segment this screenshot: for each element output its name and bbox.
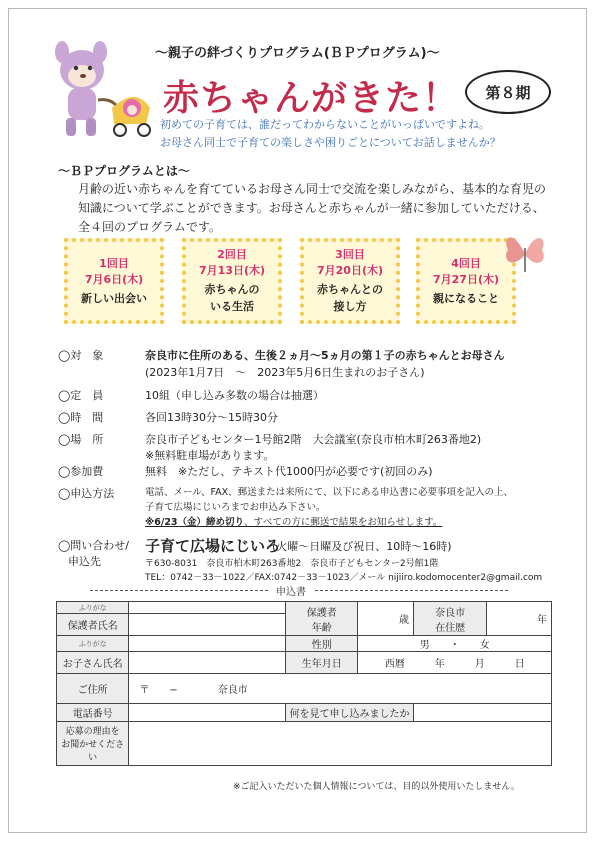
about-line: 全４回のプログラムです。 bbox=[78, 220, 221, 234]
intro-line: 初めての子育ては、誰だってわからないことがいっぱいですよね。 bbox=[160, 118, 490, 131]
apply-line: 電話、メール、FAX、郵送または来所にて、以下にある申込書に必要事項を記入の上、 bbox=[145, 487, 513, 498]
birthdate-label: 生年月日 bbox=[286, 652, 358, 674]
phone-label: 電話番号 bbox=[57, 704, 129, 722]
guardian-furigana-field[interactable] bbox=[129, 602, 286, 614]
gender-field[interactable]: 男 ・ 女 bbox=[358, 636, 552, 652]
session-date: 7月20日(木) bbox=[316, 264, 384, 277]
guardian-name-field[interactable] bbox=[129, 614, 286, 636]
session-badge: 第８期 bbox=[465, 70, 551, 114]
mascot-illustration bbox=[40, 38, 160, 148]
child-name-field[interactable] bbox=[129, 652, 286, 674]
about-body bbox=[78, 180, 568, 237]
time-label: ◯時 間 bbox=[58, 411, 104, 424]
residence-field[interactable]: 年 bbox=[487, 602, 552, 636]
session-topic: 親になること bbox=[433, 291, 499, 305]
program-subtitle: 〜親子の絆づくりプログラム(ＢＰプログラム)〜 bbox=[155, 46, 440, 61]
intro-text bbox=[160, 116, 501, 152]
target-note: (2023年1月7日 〜 2023年5月6日生まれのお子さん) bbox=[145, 366, 425, 379]
address-field[interactable]: 〒 − 奈良市 bbox=[129, 674, 552, 704]
apply-line: 子育て広場にじいろまでお申込み下さい。 bbox=[145, 502, 326, 513]
child-name-label: お子さん氏名 bbox=[57, 652, 129, 674]
guardian-age-label: 保護者 年齢 bbox=[286, 602, 358, 636]
session-number: 4回目 bbox=[451, 256, 481, 270]
target-value: 奈良市に住所のある、生後２ヵ月〜5ヵ月の第１子の赤ちゃんとお母さん bbox=[145, 349, 505, 362]
session-card bbox=[182, 238, 282, 324]
phone-field[interactable] bbox=[129, 704, 286, 722]
reason-label: 応募の理由を お聞かせください bbox=[57, 722, 129, 766]
residence-label: 奈良市 在住歴 bbox=[414, 602, 487, 636]
session-date: 7月27日(木) bbox=[432, 272, 500, 286]
capacity-label: ◯定 員 bbox=[58, 389, 104, 402]
session-card bbox=[64, 238, 164, 324]
contact-label: 申込先 bbox=[68, 555, 101, 568]
gender-label: 性別 bbox=[286, 636, 358, 652]
child-furigana-field[interactable] bbox=[129, 636, 286, 652]
how-heard-field[interactable] bbox=[414, 704, 552, 722]
intro-line: お母さん同士で子育ての楽しさや困りごとについてお話しませんか？ bbox=[160, 136, 501, 149]
session-number: 3回目 bbox=[335, 248, 365, 261]
place-label: ◯場 所 bbox=[58, 433, 104, 446]
about-heading: 〜ＢＰプログラムとは〜 bbox=[58, 164, 190, 178]
address-label: ご住所 bbox=[57, 674, 129, 704]
time-value: 各回13時30分〜15時30分 bbox=[145, 411, 278, 424]
fee-value: 無料 ※ただし、テキスト代1000円が必要です(初回のみ) bbox=[145, 465, 433, 478]
contact-address: 〒630-8031 奈良市柏木町263番地2 奈良市子どもセンター2号館1階 TEL：0742－33－1022／FAX:0742－33－1023／メール nijiiro.kodomocenter2@gmail.com bbox=[145, 559, 543, 583]
target-label: ◯対 象 bbox=[58, 349, 104, 362]
guardian-name-label: 保護者氏名 bbox=[57, 614, 129, 636]
about-line: 知識について学ぶことができます。お母さんと赤ちゃんが一緒に参加していただける、 bbox=[78, 201, 545, 215]
place-value: 奈良市子どもセンター1号館2階 大会議室(奈良市柏木町263番地2) bbox=[145, 433, 482, 446]
reason-field[interactable] bbox=[129, 722, 552, 766]
session-date: 7月13日(木) bbox=[198, 264, 266, 277]
about-line: 月齢の近い赤ちゃんを育てているお母さん同士で交流を楽しみながら、基本的な育児の bbox=[78, 182, 547, 196]
session-number: 2回目 bbox=[217, 248, 247, 261]
furigana-label: ふりがな bbox=[57, 636, 129, 652]
application-form bbox=[56, 601, 552, 766]
apply-deadline: ※6/23（金）締め切り、すべての方に郵送で結果をお知らせします。 bbox=[145, 517, 443, 528]
privacy-footnote: ※ご記入いただいた個人情報については、目的以外使用いたしません。 bbox=[233, 782, 520, 792]
contact-name: 子育て広場にじいろ bbox=[145, 537, 281, 555]
session-card bbox=[300, 238, 400, 324]
contact-label: ◯問い合わせ/ bbox=[58, 539, 130, 552]
session-topic: 赤ちゃんとの 接し方 bbox=[317, 283, 383, 313]
session-topic: 赤ちゃんの いる生活 bbox=[204, 283, 260, 313]
session-card bbox=[416, 238, 516, 324]
session-date: 7月6日(木) bbox=[84, 272, 144, 286]
contact-hours: (火曜〜日曜及び祝日、10時〜16時) bbox=[272, 540, 452, 553]
butterfly-icon bbox=[502, 228, 548, 278]
capacity-value: 10組（申し込み多数の場合は抽選） bbox=[145, 389, 324, 402]
place-note: ※無料駐車場があります。 bbox=[145, 449, 275, 462]
fee-label: ◯参加費 bbox=[58, 465, 104, 478]
birthdate-field[interactable]: 西暦 年 月 日 bbox=[358, 652, 552, 674]
guardian-age-field[interactable]: 歳 bbox=[358, 602, 414, 636]
session-number: 1回目 bbox=[99, 256, 129, 270]
form-title: 申込書 bbox=[268, 583, 314, 598]
apply-label: ◯申込方法 bbox=[58, 487, 115, 500]
furigana-label: ふりがな bbox=[57, 602, 129, 614]
session-topic: 新しい出会い bbox=[81, 291, 147, 305]
page-title: 赤ちゃんがきた！ bbox=[163, 78, 460, 119]
how-heard-label: 何を見て申し込みましたか bbox=[286, 704, 414, 722]
